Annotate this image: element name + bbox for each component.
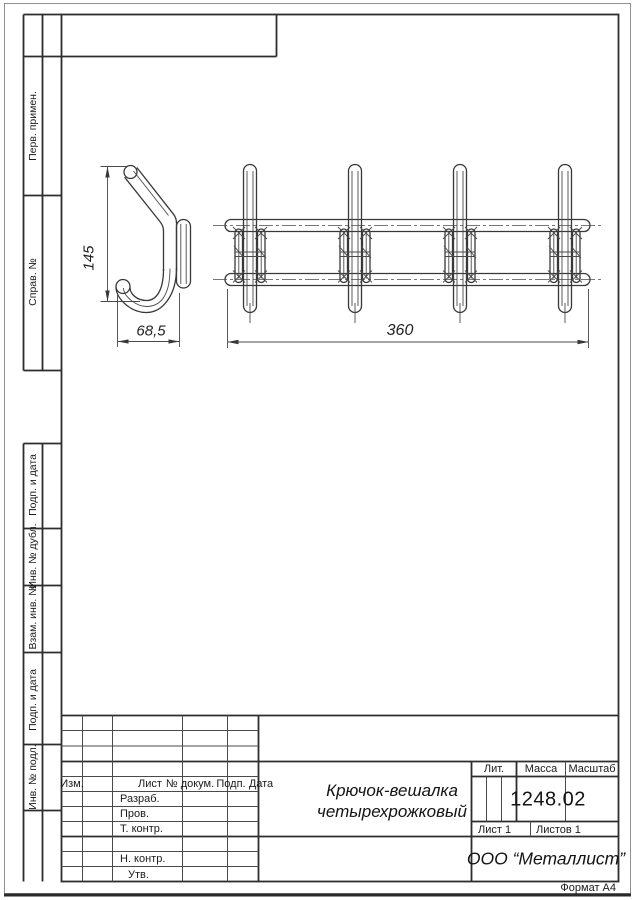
margin-label-vzam-inv: Взам. инв. № (27, 584, 39, 650)
hanger-front-view (213, 165, 601, 324)
company-name: ООО “Металлист” (466, 848, 626, 869)
col-header-podp: Подп. (216, 778, 246, 790)
margin-label-podp-data-1: Подп. и дата (27, 454, 39, 516)
row-label-utv: Утв. (128, 868, 149, 881)
margin-label-podp-data-2: Подп. и дата (27, 669, 39, 731)
scale-header: Масштаб (568, 763, 616, 775)
margin-label-inv-dubl: Инв. № дубл. (27, 523, 39, 589)
row-label-razrab: Разраб. (120, 793, 160, 805)
row-label-t-kontr: Т. контр. (120, 823, 163, 835)
dimension-height-text: 145 (80, 245, 98, 271)
margin-label-inv-podl: Инв. № подл. (27, 744, 39, 810)
dimension-height-lines (101, 167, 141, 302)
format-label: Формат А4 (560, 882, 616, 894)
dimension-depth-text: 68,5 (136, 322, 166, 340)
col-header-dokum: № докум. (165, 778, 215, 790)
part-name-line1: Крючок-вешалка (326, 781, 458, 800)
drawing-frame (62, 15, 619, 882)
row-label-prov: Пров. (120, 808, 150, 820)
col-header-data: Дата (248, 778, 274, 790)
mass-header: Масса (524, 763, 558, 775)
mass-value: 1248.02 (510, 788, 586, 811)
part-name (317, 780, 467, 822)
sheets-total: Листов 1 (536, 823, 581, 836)
margin-label-sprav-no: Справ. № (27, 258, 39, 306)
row-label-n-kontr: Н. контр. (120, 853, 166, 865)
margin-label-perv-primen: Перв. примен. (27, 91, 39, 161)
col-header-izm: Изм. (60, 778, 84, 790)
dimension-length-text: 360 (386, 322, 414, 339)
sheet-number: Лист 1 (478, 823, 512, 836)
col-header-list: Лист (138, 778, 162, 790)
part-name-line2: четырехрожковый (317, 802, 467, 821)
hook-side-view (116, 166, 191, 313)
lit-header: Лит. (483, 763, 505, 775)
